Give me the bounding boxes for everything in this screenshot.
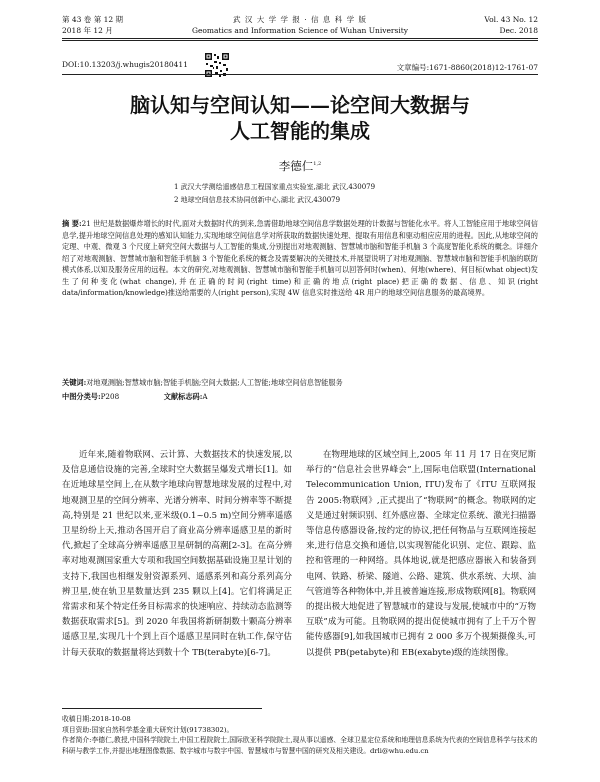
body-right-column: 在物理地球的区域空间上,2005 年 11 月 17 日在突尼斯举行的“信息社会世界峰会”上,国际电信联盟(International Telecommunication Union, ITU)发布了《ITU 互联网报告 2005:物联网》,正式提出了“物联网”的概念。物联网的定义是通过射频识别、红外感应器、全球定位系统、激光扫描器等信息传感器设备,按约定的协议,把任何物品与互联网连接起来,进行信息交换和通信,以实现智能化识别、定位、跟踪、监控和管理的一种网络。具体地说,就是把感应器嵌入和装备到电网、铁路、桥梁、隧道、公路、建筑、供水系统、大坝、油气管道等各种物体中,并且被普遍连接,形成物联网[8]。物联网的提出极大地促进了智慧城市的建设与发展,使城市中的“万物互联”成为可能。且物联网的提出促使城市拥有了上千万个智能传感器[9],如我国城市已拥有 2 000 多万个视频摄像头,可以提供 PB(petabyte)和 EB(exabyte)级的连续图像。: [306, 450, 536, 658]
issue-date-en: Dec. 2018: [499, 26, 538, 35]
doc-code: A: [202, 392, 208, 401]
clc-label: 中图分类号:: [62, 392, 101, 401]
keywords-label: 关键词:: [62, 378, 87, 387]
paper-title: [0, 92, 600, 144]
affiliation-1: 1 武汉大学测绘遥感信息工程国家重点实验室,湖北 武汉,430079: [174, 183, 376, 191]
classification: [62, 392, 208, 402]
doc-code-label: 文献标志码:: [163, 392, 203, 401]
abstract-label: 摘 要:: [62, 219, 82, 228]
body-left-column: 近年来,随着物联网、云计算、大数据技术的快速发展,以及信息通信设施的完善,全球时空大数据呈爆发式增长[1]。如在近地球星空间上,在从数字地球向智慧地球发展的过程中,对地观测卫星的空间分辨率、光谱分辨率、时间分辨率等不断提高,特别是 21 世纪以来,亚米级(0.1~0.5 m)空间分辨率遥感卫星纷纷上天,推动各国开启了商业高分辨率遥感卫星的新时代,掀起了全球高分辨率遥感卫星研制的高潮[2-3]。在高分辨率对地观测国家重大专项和我国空间数据基础设施卫星计划的支持下,我国也相继发射资源系列、遥感系列和高分系列高分辨卫星,使在轨卫星数量达到 235 颗以上[4]。它们将满足正常需求和某个特定任务目标需求的快速响应、持续动态监测等数据获取需求[5]。到 2020 年我国将新研制数十颗高分辨率遥感卫星,实现几十个到上百个遥感卫星同时在轨工作,保守估计每天获取的数据量将达到数十个 TB(terabyte)[6-7]。: [62, 450, 292, 658]
doi-rule: [62, 74, 538, 75]
journal-name-chinese: 武 汉 大 学 学 报 · 信 息 科 学 版: [232, 15, 368, 24]
funding: 项目资助:国家自然科学基金重大研究计划(91738302)。: [62, 725, 234, 734]
journal-volume-info-en: [484, 14, 538, 36]
author-bio: 作者简介:李德仁,教授,中国科学院院士,中国工程院院士,国际欧亚科学院院士,现从事以遥感、全球卫星定位系统和地理信息系统为代表的空间信息科学与技术的科研与教学工作,并提出地理图像数据、数字城市与数字中国、智慧城市与智慧中国的研究及相关建设。drli@whu.edu.cn: [62, 736, 538, 755]
doi[interactable]: DOI:10.13203/j.whugis20180411: [62, 60, 188, 69]
journal-name-english: Geomatics and Information Science of Wuhan University: [191, 26, 409, 35]
header-rule: [62, 38, 538, 39]
author: [0, 158, 600, 174]
affiliation-2: 2 地球空间信息技术协同创新中心,湖北 武汉,430079: [174, 196, 341, 204]
article-number: 文章编号:1671-8860(2018)12-1761-07: [396, 63, 538, 72]
keywords: [62, 378, 538, 388]
header-rule-thin: [62, 40, 538, 41]
received-date: 收稿日期:2018-10-08: [62, 715, 131, 723]
title-line-2: 人工智能的集成: [230, 119, 370, 143]
keywords-text: 对地观测脑;智慧城市脑;智能手机脑;空间大数据;人工智能;地球空间信息智能服务: [86, 378, 343, 387]
title-line-1: 脑认知与空间认知——论空间大数据与: [130, 93, 470, 117]
clc-number: P208: [100, 392, 120, 401]
issue-date: 2018 年 12 月: [62, 26, 113, 35]
abstract-text: 21 世纪是数据爆炸增长的时代,面对大数据时代的到来,急需借助地球空间信息学数据处理的计数据与智能化水平。将人工智能应用于地球空间信息学,提升地球空间信息处理的感知认知能力,实现地球空间信息学对所获取的数据快速处理、提取有用信息和驱动相应应用的进程。因此,从地球空间的定理、中观、微观 3 个尺度上研究空间大数据与人工智能的集成,分别提出对地观测脑、智慧城市脑和智能手机脑 3 个高度智能化系统的概念。详细介绍了对地观测脑、智慧城市脑和智能手机脑 3 个智能化系统的概念及需要解决的关键技术,并展望说明了对地观测脑、智慧城市脑和智能手机脑的联防模式体系,以知及服务应用的远程。本文的研究,对地观测脑、智慧城市脑和智能手机脑可以回答何时(when)、何地(where)、何目标(what object)发生了何种变化(what change),并在正确的时间(right time)和正确的地点(right place)把正确的数据、信息、知识(right data/information/knowledge)推送给需要的人(right person),实现 4W 信息实时推送给 4R 用户的地球空间信息服务的最高境界。: [62, 219, 538, 297]
author-name: 李德仁: [278, 159, 314, 173]
footnote-rule: [62, 708, 262, 709]
abstract: [62, 218, 538, 299]
volume-issue: 第 43 卷 第 12 期: [62, 15, 124, 24]
footnotes: [62, 714, 538, 756]
author-affiliation-marker: 1,2: [313, 161, 322, 168]
volume-issue-en: Vol. 43 No. 12: [484, 15, 538, 24]
